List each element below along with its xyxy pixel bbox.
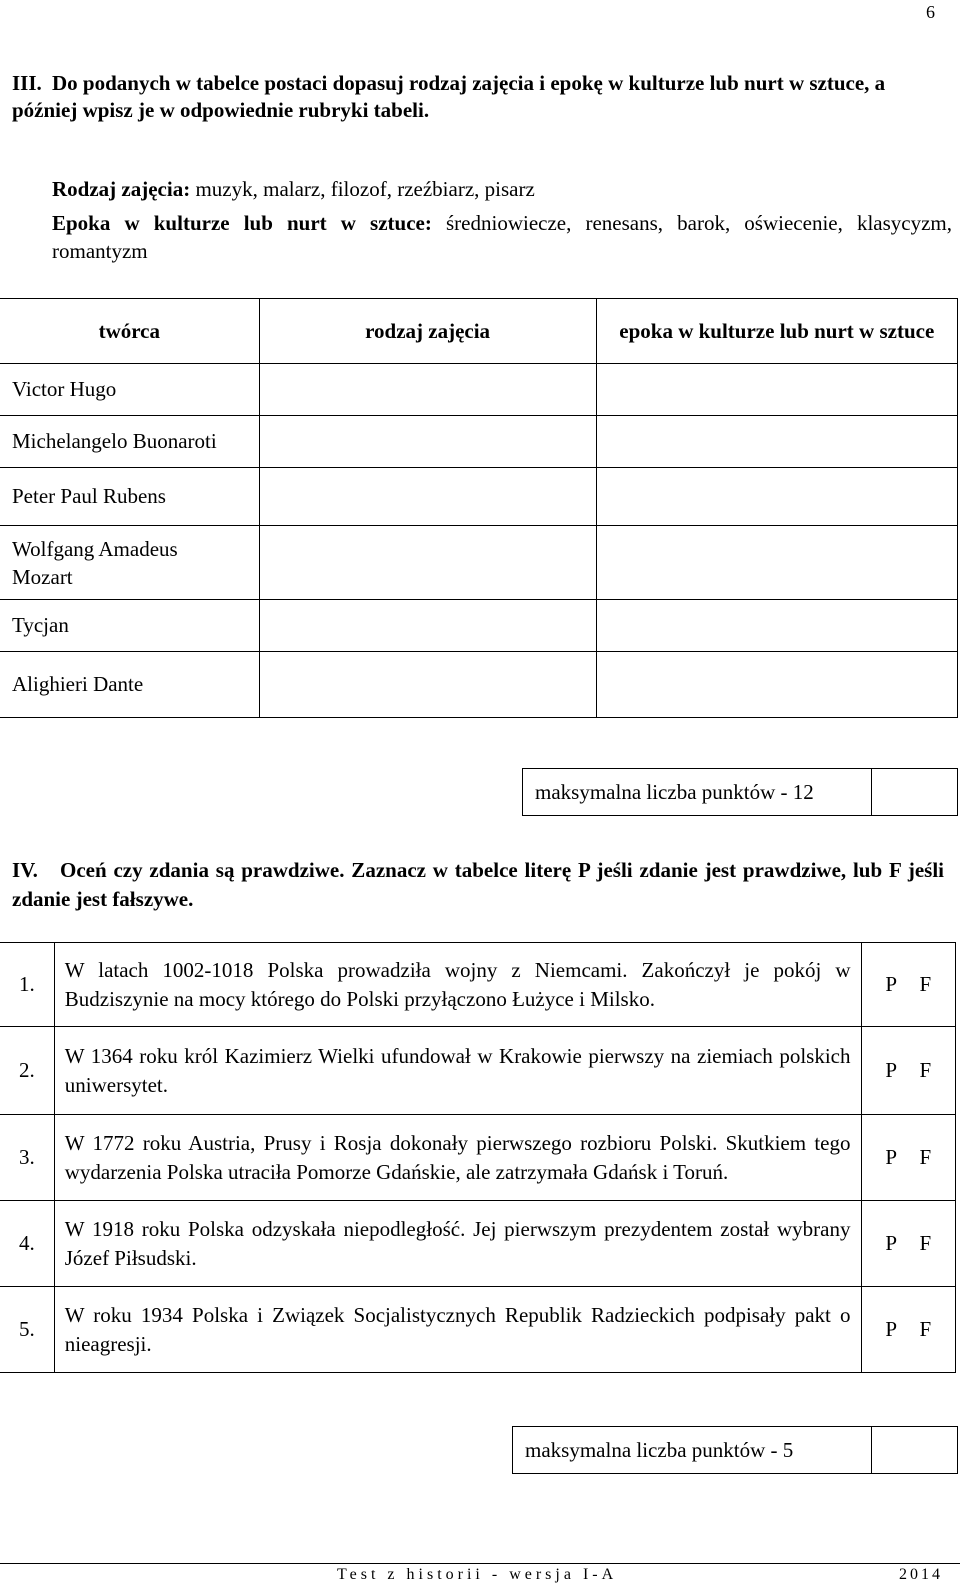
statement-text: W 1772 roku Austria, Prusy i Rosja dokonały pierwszego rozbioru Polski. Skutkiem tego wydarzenia Polska utraciła Pomorze Gdańskie, ale zatrzymała Gdańsk i Toruń. [54, 1115, 861, 1201]
creator-name: Wolfgang Amadeus Mozart [0, 526, 259, 600]
occupation-label: Rodzaj zajęcia: [52, 177, 191, 201]
table-row [0, 652, 958, 718]
epoch-cell[interactable] [596, 600, 957, 652]
header-creator: twórca [0, 299, 259, 364]
table-row [0, 1201, 956, 1287]
statement-text: W 1918 roku Polska odzyskała niepodległość. Jej pierwszym prezydentem został wybrany Józef Piłsudski. [54, 1201, 861, 1287]
points-entry-cell[interactable] [872, 769, 957, 815]
statement-number: 4. [0, 1201, 54, 1287]
statement-text: W roku 1934 Polska i Związek Socjalistycznych Republik Radzieckich podpisały pakt o nieagresji. [54, 1287, 861, 1373]
table-row [0, 416, 958, 468]
answer-options[interactable]: P F [861, 1115, 956, 1201]
true-false-table [0, 942, 956, 1373]
table-row [0, 364, 958, 416]
section4-heading [12, 856, 944, 914]
answer-options[interactable]: P F [861, 1287, 956, 1373]
footer-year: 2014 [899, 1566, 943, 1583]
occupation-cell[interactable] [259, 364, 596, 416]
epoch-values: średniowiecze, renesans, barok, oświecenie, klasycyzm, romantyzm [52, 211, 953, 263]
footer [337, 1566, 943, 1584]
epoch-cell[interactable] [596, 416, 957, 468]
section4-instruction: Oceń czy zdania są prawdziwe. Zaznacz w tabelce literę P jeśli zdanie jest prawdziwe, lub F jeśli zdanie jest fałszywe. [12, 858, 944, 911]
occupation-options [52, 175, 535, 203]
table-row [0, 600, 958, 652]
section4-number: IV. [12, 858, 38, 882]
header-occupation: rodzaj zajęcia [259, 299, 596, 364]
footer-title: Test z historii - wersja I-A [337, 1566, 618, 1583]
statement-text: W latach 1002-1018 Polska prowadziła wojny z Niemcami. Zakończył je pokój w Budziszynie na mocy którego do Polski przyłączono Łużyce i Milsko. [54, 943, 861, 1027]
table-row [0, 943, 956, 1027]
epoch-cell[interactable] [596, 652, 957, 718]
epoch-cell[interactable] [596, 526, 957, 600]
occupation-values: muzyk, malarz, filozof, rzeźbiarz, pisarz [195, 177, 535, 201]
statement-number: 2. [0, 1027, 54, 1115]
creator-name: Victor Hugo [0, 364, 259, 416]
table-row [0, 1115, 956, 1201]
creator-name: Tycjan [0, 600, 259, 652]
answer-options[interactable]: P F [861, 1027, 956, 1115]
answer-options[interactable]: P F [861, 1201, 956, 1287]
answer-options[interactable]: P F [861, 943, 956, 1027]
statement-text: W 1364 roku król Kazimierz Wielki ufundował w Krakowie pierwszy na ziemiach polskich uniwersytet. [54, 1027, 861, 1115]
max-points-box-section3 [522, 768, 958, 816]
creator-name: Michelangelo Buonaroti [0, 416, 259, 468]
table-row [0, 1027, 956, 1115]
creator-name: Alighieri Dante [0, 652, 259, 718]
section3-number: III. [12, 71, 42, 95]
page-number: 6 [926, 2, 935, 22]
table-row [0, 468, 958, 526]
creator-name: Peter Paul Rubens [0, 468, 259, 526]
epoch-cell[interactable] [596, 468, 957, 526]
table-row [0, 526, 958, 600]
occupation-cell[interactable] [259, 416, 596, 468]
epoch-label: Epoka w kulturze lub nurt w sztuce: [52, 211, 432, 235]
matching-table-header [0, 299, 958, 364]
header-epoch: epoka w kulturze lub nurt w sztuce [596, 299, 957, 364]
max-points-label: maksymalna liczba punktów - 12 [523, 769, 872, 815]
statement-number: 5. [0, 1287, 54, 1373]
statement-number: 3. [0, 1115, 54, 1201]
table-row [0, 1287, 956, 1373]
occupation-cell[interactable] [259, 526, 596, 600]
max-points-label: maksymalna liczba punktów - 5 [513, 1427, 872, 1473]
statement-number: 1. [0, 943, 54, 1027]
occupation-cell[interactable] [259, 468, 596, 526]
max-points-box-section4 [512, 1426, 958, 1474]
epoch-options [52, 209, 952, 265]
occupation-cell[interactable] [259, 600, 596, 652]
occupation-cell[interactable] [259, 652, 596, 718]
footer-divider [0, 1563, 960, 1564]
section3-instruction: Do podanych w tabelce postaci dopasuj rodzaj zajęcia i epokę w kulturze lub nurt w sztuce, a później wpisz je w odpowiednie rubryki tabeli. [12, 71, 886, 122]
matching-table [0, 298, 958, 718]
points-entry-cell[interactable] [872, 1427, 957, 1473]
epoch-cell[interactable] [596, 364, 957, 416]
section3-heading [12, 70, 940, 124]
